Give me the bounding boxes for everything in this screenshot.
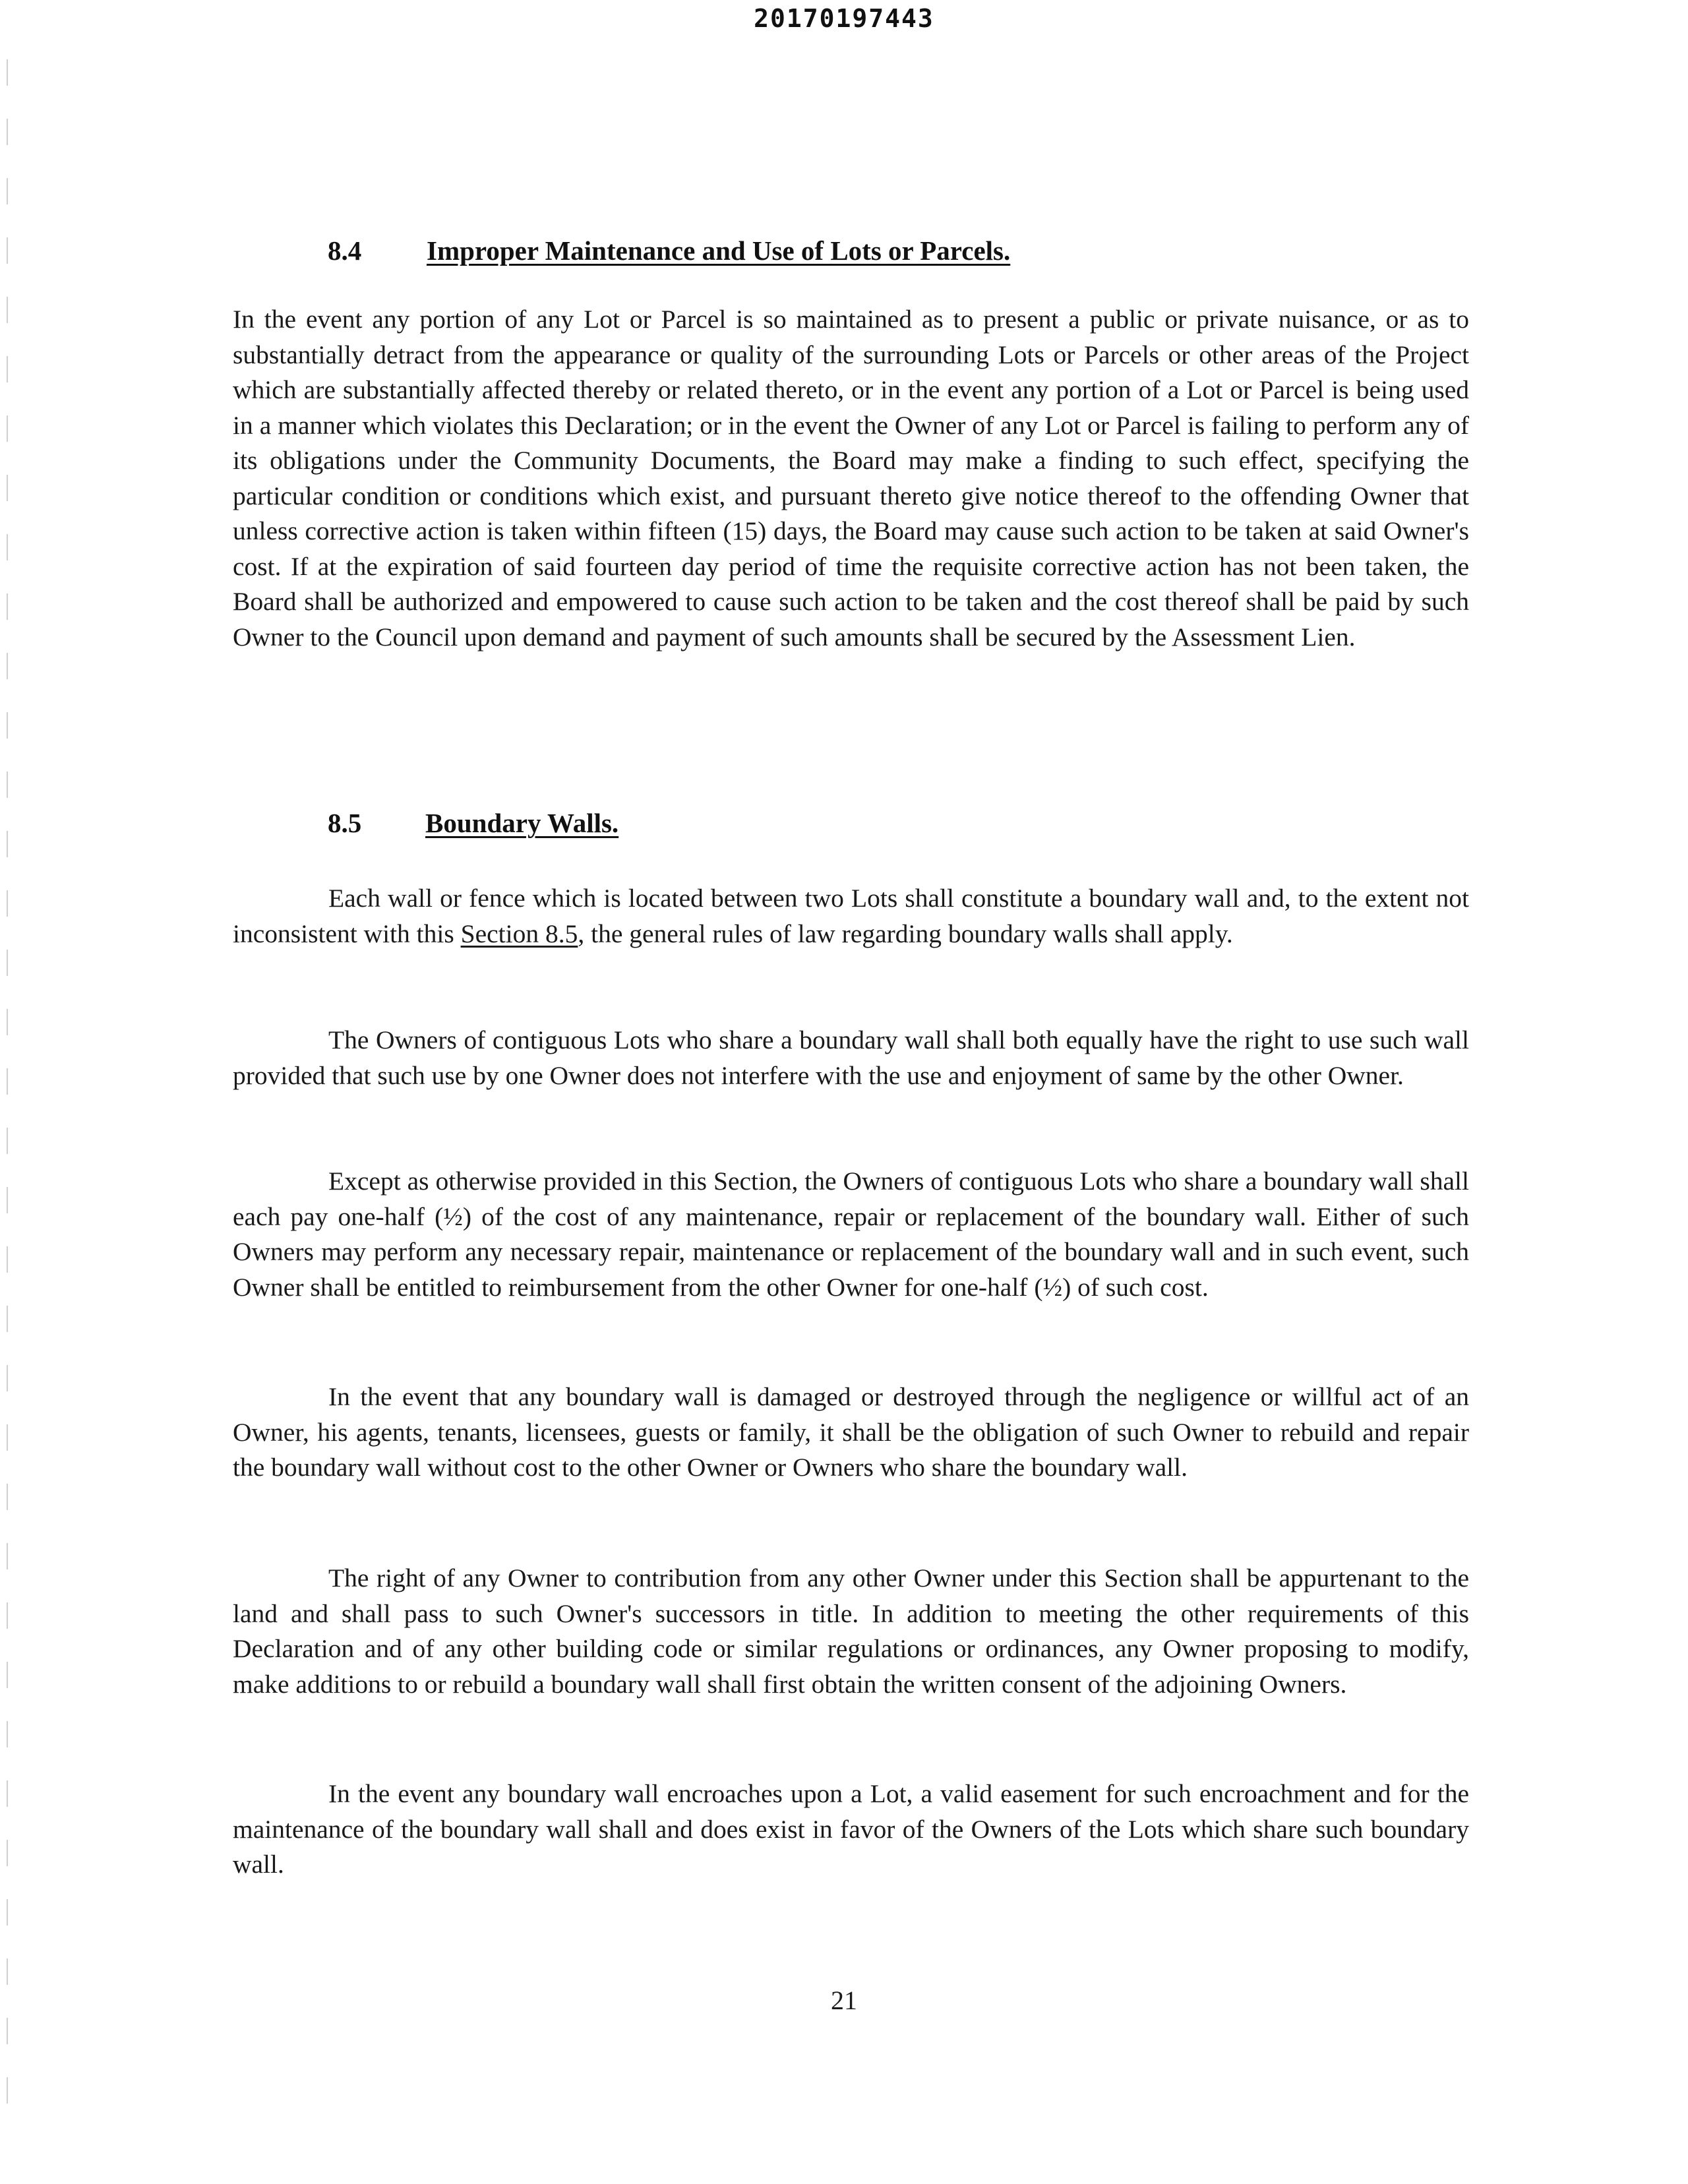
section-reference-link: Section 8.5 (460, 919, 578, 948)
paragraph-text: , the general rules of law regarding boundary walls shall apply. (578, 919, 1233, 948)
section-number: 8.4 (328, 235, 362, 266)
boundary-walls-paragraph-2: The Owners of contiguous Lots who share a boundary wall shall both equally have the right to use such wall provided that such use by one Owner does not interfere with the use and enjoyment of same by the other Owner. (233, 1025, 1469, 1090)
boundary-walls-paragraph-5: The right of any Owner to contribution from any other Owner under this Section shall be appurtenant to the land and shall pass to such Owner's successors in title. In addition to meeting the other requirements of this Declaration and of any other building code or similar regulations or ordinances, any Owner proposing to modify, make additions to or rebuild a boundary wall shall first obtain the written consent of the adjoining Owners. (233, 1563, 1469, 1699)
boundary-walls-paragraph-3: Except as otherwise provided in this Section, the Owners of contiguous Lots who share a boundary wall shall each pay one-half (½) of the cost of any maintenance, repair or replacement of the boundary wall. Either of such Owners may perform any necessary repair, maintenance or replacement of the boundary wall and in such event, such Owner shall be entitled to reimbursement from the other Owner for one-half (½) of such cost. (233, 1167, 1469, 1302)
document-number: 20170197443 (754, 4, 934, 33)
paragraph-text: Each wall or fence which is located between two Lots shall constitute a boundary wall and, to the extent not inconsistent with this (233, 884, 1469, 948)
section-number: 8.5 (328, 808, 362, 838)
page-number: 21 (831, 1986, 857, 2015)
boundary-walls-paragraph-1 (233, 881, 1469, 952)
boundary-walls-paragraph-6: In the event any boundary wall encroaches upon a Lot, a valid easement for such encroachment and for the maintenance of the boundary wall shall and does exist in favor of the Owners of the Lots which share such boundary wall. (233, 1779, 1469, 1879)
section-title: Boundary Walls. (425, 808, 619, 838)
boundary-walls-paragraph-4: In the event that any boundary wall is damaged or destroyed through the negligence or willful act of an Owner, his agents, tenants, licensees, guests or family, it shall be the obligation of such Owner to rebuild and repair the boundary wall without cost to the other Owner or Owners who share the boundary wall. (233, 1382, 1469, 1482)
section-8-4-paragraph: In the event any portion of any Lot or Parcel is so maintained as to present a public or private nuisance, or as to substantially detract from the appearance or quality of the surrounding Lots or Parcels or other areas of the Project which are substantially affected thereby or related thereto, or in the event any portion of a Lot or Parcel is being used in a manner which violates this Declaration; or in the event the Owner of any Lot or Parcel is failing to perform any of its obligations under the Community Documents, the Board may make a finding to such effect, specifying the particular condition or conditions which exist, and pursuant thereto give notice thereof to the offending Owner that unless corrective action is taken within fifteen (15) days, the Board may cause such action to be taken at said Owner's cost. If at the expiration of said fourteen day period of time the requisite corrective action has not been taken, the Board shall be authorized and empowered to cause such action to be taken and the cost thereof shall be paid by such Owner to the Council upon demand and payment of such amounts shall be secured by the Assessment Lien. (233, 305, 1469, 652)
section-title: Improper Maintenance and Use of Lots or Parcels. (427, 235, 1011, 266)
